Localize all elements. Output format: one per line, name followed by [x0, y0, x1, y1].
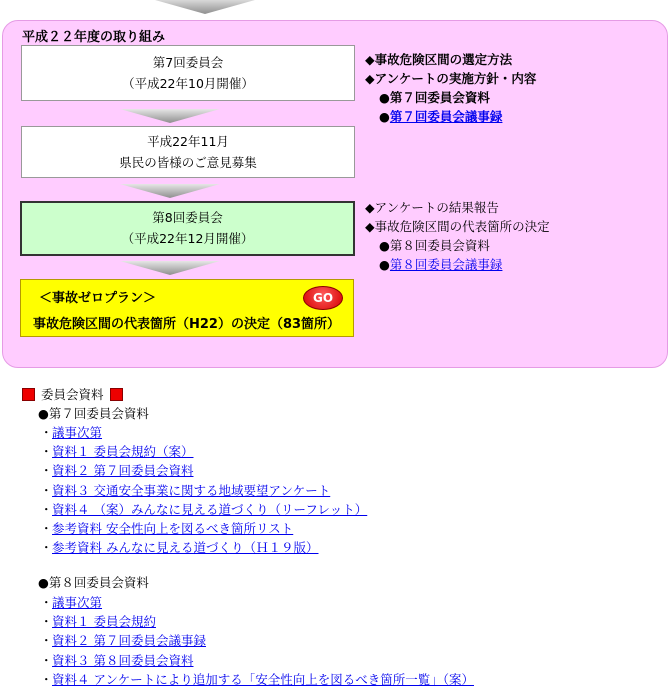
red-square-icon [110, 388, 123, 401]
public-comment-box [21, 126, 355, 178]
list-item [40, 593, 474, 612]
zero-plan-box [20, 279, 354, 337]
list-item [40, 651, 474, 670]
list-item [40, 519, 367, 538]
bullet-dot-icon: ・ [40, 540, 53, 556]
group-7-list [40, 423, 367, 557]
committee-8-notes [365, 198, 550, 274]
group-7-title: ●第７回委員会資料 [38, 406, 149, 421]
bullet-dot-icon: ・ [40, 501, 53, 517]
group-8-title: ●第８回委員会資料 [38, 575, 149, 590]
list-item [40, 612, 474, 631]
red-square-icon [22, 388, 35, 401]
bullet: ● [379, 257, 390, 272]
public-comment-date: 平成22年11月 [147, 134, 229, 149]
note-item: ●第８回委員会資料 [379, 238, 490, 253]
doc-link[interactable]: 参考資料 安全性向上を図るべき箇所リスト [52, 521, 294, 537]
doc-link[interactable]: 資料２ 第７回委員会議事録 [52, 633, 206, 649]
bullet-dot-icon: ・ [40, 595, 53, 610]
committee-7-notes [365, 50, 536, 126]
committee-7-title: 第7回委員会 [152, 55, 224, 70]
committee-7-box [21, 45, 355, 101]
committee-8-date: （平成22年12月開催） [121, 231, 254, 246]
group-8-list [40, 593, 474, 689]
doc-link[interactable]: 参考資料 みんなに見える道づくり（Ｈ１９版） [52, 540, 319, 556]
bullet-dot-icon: ・ [40, 521, 53, 537]
list-item [40, 538, 367, 557]
list-item [40, 500, 367, 519]
note-item: ●第７回委員会資料 [379, 90, 490, 105]
doc-link[interactable]: 資料２ 第７回委員会資料 [52, 463, 194, 479]
zero-plan-title: ＜事故ゼロプラン＞ [39, 291, 157, 306]
bullet-dot-icon: ・ [40, 425, 53, 440]
note-item-link-row [365, 107, 536, 126]
bullet-dot-icon: ・ [40, 614, 53, 630]
doc-link[interactable]: 資料３ 交通安全事業に関する地域要望アンケート [52, 482, 331, 498]
public-comment-title: 県民の皆様のご意見募集 [119, 155, 257, 170]
doc-link[interactable]: 議事次第 [52, 595, 103, 610]
bullet-dot-icon: ・ [40, 444, 53, 460]
minutes-7-link[interactable]: 第７回委員会議事録 [389, 109, 503, 124]
go-button[interactable]: GO [303, 286, 343, 310]
doc-link[interactable]: 資料１ 委員会規約（案） [52, 444, 194, 460]
minutes-8-link[interactable]: 第８回委員会議事録 [389, 257, 503, 272]
zero-plan-subtitle: 事故危険区間の代表箇所（H22）の決定（83箇所） [33, 317, 341, 332]
materials-heading [22, 385, 123, 403]
bullet-dot-icon: ・ [40, 652, 53, 668]
bullet-dot-icon: ・ [40, 671, 53, 687]
list-item [40, 481, 367, 500]
flow-arrow-top [155, 0, 255, 14]
panel-title: 平成２２年度の取り組み [22, 30, 166, 45]
doc-link[interactable]: 資料１ 委員会規約 [52, 614, 156, 630]
note-item: ◆事故危険区間の代表箇所の決定 [365, 219, 550, 234]
materials-heading-text: 委員会資料 [41, 387, 104, 402]
note-item-link-row [365, 255, 550, 274]
doc-link[interactable]: 資料４ （案）みんなに見える道づくり（リーフレット） [52, 501, 368, 517]
committee-7-date: （平成22年10月開催） [122, 76, 254, 91]
note-item: ◆アンケートの結果報告 [365, 200, 499, 215]
list-item [40, 631, 474, 650]
list-item [40, 670, 474, 689]
bullet-dot-icon: ・ [40, 633, 53, 649]
list-item [40, 461, 367, 480]
list-item [40, 442, 367, 461]
committee-8-box [20, 201, 355, 256]
bullet-dot-icon: ・ [40, 463, 53, 479]
doc-link[interactable]: 資料４ アンケートにより追加する「安全性向上を図るべき箇所一覧」（案） [52, 671, 474, 687]
list-item [40, 423, 367, 442]
bullet-dot-icon: ・ [40, 482, 53, 498]
note-item: ◆事故危険区間の選定方法 [365, 52, 513, 67]
note-item: ◆アンケートの実施方針・内容 [365, 71, 537, 86]
doc-link[interactable]: 資料３ 第８回委員会資料 [52, 652, 194, 668]
committee-8-title: 第8回委員会 [152, 210, 223, 225]
doc-link[interactable]: 議事次第 [52, 425, 103, 440]
bullet: ● [379, 109, 390, 124]
